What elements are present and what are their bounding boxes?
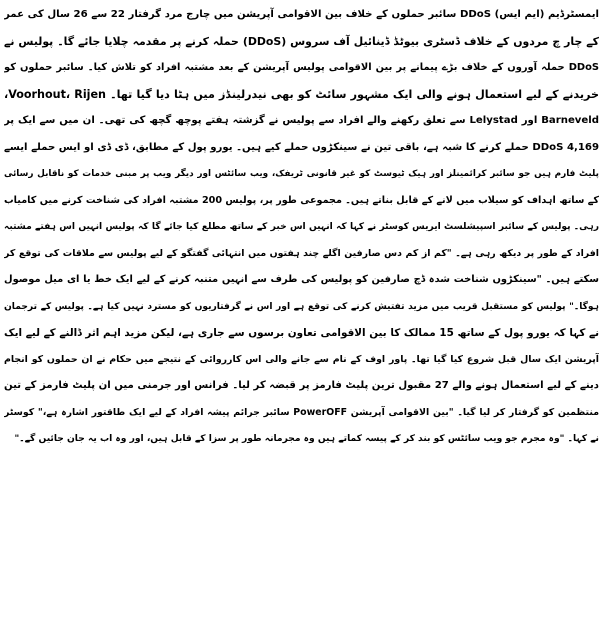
article-line-5: Barneveld اور Lelystad سے تعلق رکھنے والے افراد سے پولیس نے گزشتہ ہفتے پوچھ گچھ کی تھی۔ ان میں سے ایک پر: [4, 115, 599, 126]
article-line-14: آپریشن ایک سال قبل شروع کیا گیا تھا۔ پاور اوف کے نام سے جانے والی اس کارروائی کے نتیجے میں حکام نے ان حملوں کو انجام: [4, 353, 599, 365]
article-line-3: DDoS حملہ آوروں کے خلاف بڑے پیمانے پر بین الاقوامی پولیس آپریشن کے بعد مشتبہ افراد کو تلاش کیا۔ سائبر حملوں کو: [4, 62, 599, 73]
article-line-10: افراد کے طور پر دیکھ رہی ہے۔ "کم از کم دس صارفین اگلے چند ہفتوں میں انتہائی گفتگو کے لیے پولیس سے ملاقات کی توقع کر: [4, 247, 599, 259]
article-line-12: ہوگا۔" پولیس کو مستقبل قریب میں مزید تفتیش کرنے کی توقع ہے اور اس نے گرفتاریوں کو مسترد نہیں کیا ہے۔ پولیس کے ترجمان: [4, 301, 599, 312]
article-line-9: رہی۔ پولیس کے سائبر اسپیشلسٹ ایریس کوسٹر نے کہا کہ انہیں اس خبر کے ساتھ مطلع کیا جائے گا کہ پولیس انہیں اس ہفتے مشتبہ: [4, 222, 599, 232]
article-line-13: نے کہا کہ یورو پول کے ساتھ 15 ممالک کا بین الاقوامی تعاون برسوں سے جاری ہے، لیکن مزید اہم اثر ڈالنے کے لیے ایک: [4, 327, 599, 339]
article-line-4: خریدنے کے لیے استعمال ہونے والی ایک مشہور سائٹ کو بھی نیدرلینڈز میں ہٹا دیا گیا تھا۔ Voorhout، Rijen،: [4, 87, 599, 101]
article-line-15: دینے کے لیے استعمال ہونے والے 27 مقبول ترین پلیٹ فارمز پر قبضہ کر لیا۔ فرانس اور جرمنی میں ان پلیٹ فارمز کے تین: [4, 380, 599, 391]
article-line-2: کے چار چ مردوں کے خلاف ڈسٹری بیوٹڈ ڈینائیل آف سروس (DDoS) حملہ کرنے پر مقدمہ چلایا جائے گا۔ پولیس نے: [4, 34, 599, 48]
article-line-7: پلیٹ فارم ہیں جو سائبر کرائمینلز اور ہیک ٹیوسٹ کو غیر قانونی ٹریفک، ویب سائٹس اور دیگر ویب پر مبنی خدمات کو ناقابل رسائی: [4, 169, 599, 179]
article-line-16: منتظمین کو گرفتار کر لیا گیا۔ "بین الاقوامی آپریشن PowerOFF سائبر جرائم پیشہ افراد کے لیے ایک طاقتور اشارہ ہے،" کوسٹر: [4, 406, 599, 418]
article-line-6: 4,169 DDoS حملے کرنے کا شبہ ہے، باقی تین نے سینکڑوں حملے کیے ہیں۔ یورو پول کے مطابق، ڈی ڈی او ایس حملے ایسے: [4, 141, 599, 153]
article-line-17: نے کہا۔ "وہ مجرم جو ویب سائٹس کو بند کر کے پیسہ کماتے ہیں وہ مجرمانہ طور پر سزا کے قابل ہیں، اور وہ اب یہ جان جائیں گے۔": [14, 434, 599, 444]
article-line-8: کے ساتھ اہداف کو سیلاب میں لانے کے قابل بناتے ہیں۔ مجموعی طور پر، پولیس 200 مشتبہ افراد کی شناخت کرنے میں کامیاب: [4, 194, 599, 206]
article-line-11: سکتے ہیں۔ "سینکڑوں شناخت شدہ ڈچ صارفین کو پولیس کی طرف سے انہیں متنبہ کرنے کے لیے ایک خط یا ای میل موصول: [4, 274, 599, 285]
article-line-1: ایمسٹرڈیم (ایم ایس) DDoS سائبر حملوں کے خلاف بین الاقوامی آپریشن میں چارج مرد گرفتار 22 سے 26 سال کی عمر: [4, 9, 599, 20]
